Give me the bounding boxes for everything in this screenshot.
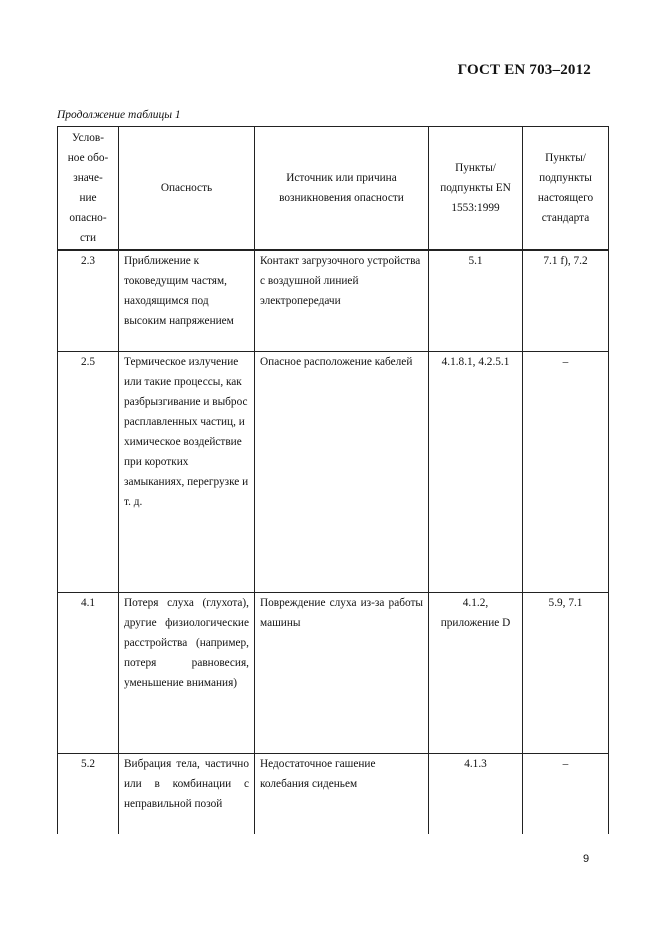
table-row: [58, 250, 609, 352]
header-standard-clauses: Пункты/ подпункты настоящего стандарта: [523, 127, 609, 250]
table-caption: Продолжение таблицы 1: [57, 109, 181, 121]
page-number: 9: [583, 853, 590, 865]
table-header-row: [58, 127, 609, 250]
cell-code: 5.2: [58, 753, 119, 834]
cell-code: 2.3: [58, 250, 119, 352]
cell-hazard: Приближение к токоведущим частям, находящимся под высоким напряжением: [119, 250, 255, 352]
cell-code: 2.5: [58, 351, 119, 592]
cell-hazard: Вибрация тела, частично или в комбинации с неправильной позой: [119, 753, 255, 834]
cell-en-clauses: 4.1.8.1, 4.2.5.1: [429, 351, 523, 592]
cell-en-clauses: 4.1.2, приложение D: [429, 592, 523, 753]
hazards-table: [57, 126, 609, 834]
cell-en-clauses: 5.1: [429, 250, 523, 352]
cell-en-clauses: 4.1.3: [429, 753, 523, 834]
table-row: [58, 592, 609, 753]
cell-standard-clauses: –: [523, 351, 609, 592]
header-hazard: Опасность: [119, 127, 255, 250]
cell-standard-clauses: 5.9, 7.1: [523, 592, 609, 753]
cell-hazard: Термическое излучение или такие процессы, как разбрызгивание и выброс расплавленных частиц, и химическое воздействие при коротких замыканиях, перегрузке и т. д.: [119, 351, 255, 592]
cell-source: Контакт загрузочного устройства с воздушной линией электропередачи: [255, 250, 429, 352]
cell-code: 4.1: [58, 592, 119, 753]
cell-source: Повреждение слуха из-за работы машины: [255, 592, 429, 753]
cell-hazard: Потеря слуха (глухота), другие физиологические расстройства (например, потеря равновесия, уменьшение внимания): [119, 592, 255, 753]
cell-source: Недостаточное гашение колебания сиденьем: [255, 753, 429, 834]
header-en-clauses: Пункты/ подпункты EN 1553:1999: [429, 127, 523, 250]
header-source: Источник или причина возникновения опасности: [255, 127, 429, 250]
cell-standard-clauses: –: [523, 753, 609, 834]
document-code: ГОСТ EN 703–2012: [457, 62, 591, 78]
table-row: [58, 351, 609, 592]
table-row: [58, 753, 609, 834]
header-hazard-code: Услов-ное обо-значе-ние опасно-сти: [58, 127, 119, 250]
cell-standard-clauses: 7.1 f), 7.2: [523, 250, 609, 352]
cell-source: Опасное расположение кабелей: [255, 351, 429, 592]
